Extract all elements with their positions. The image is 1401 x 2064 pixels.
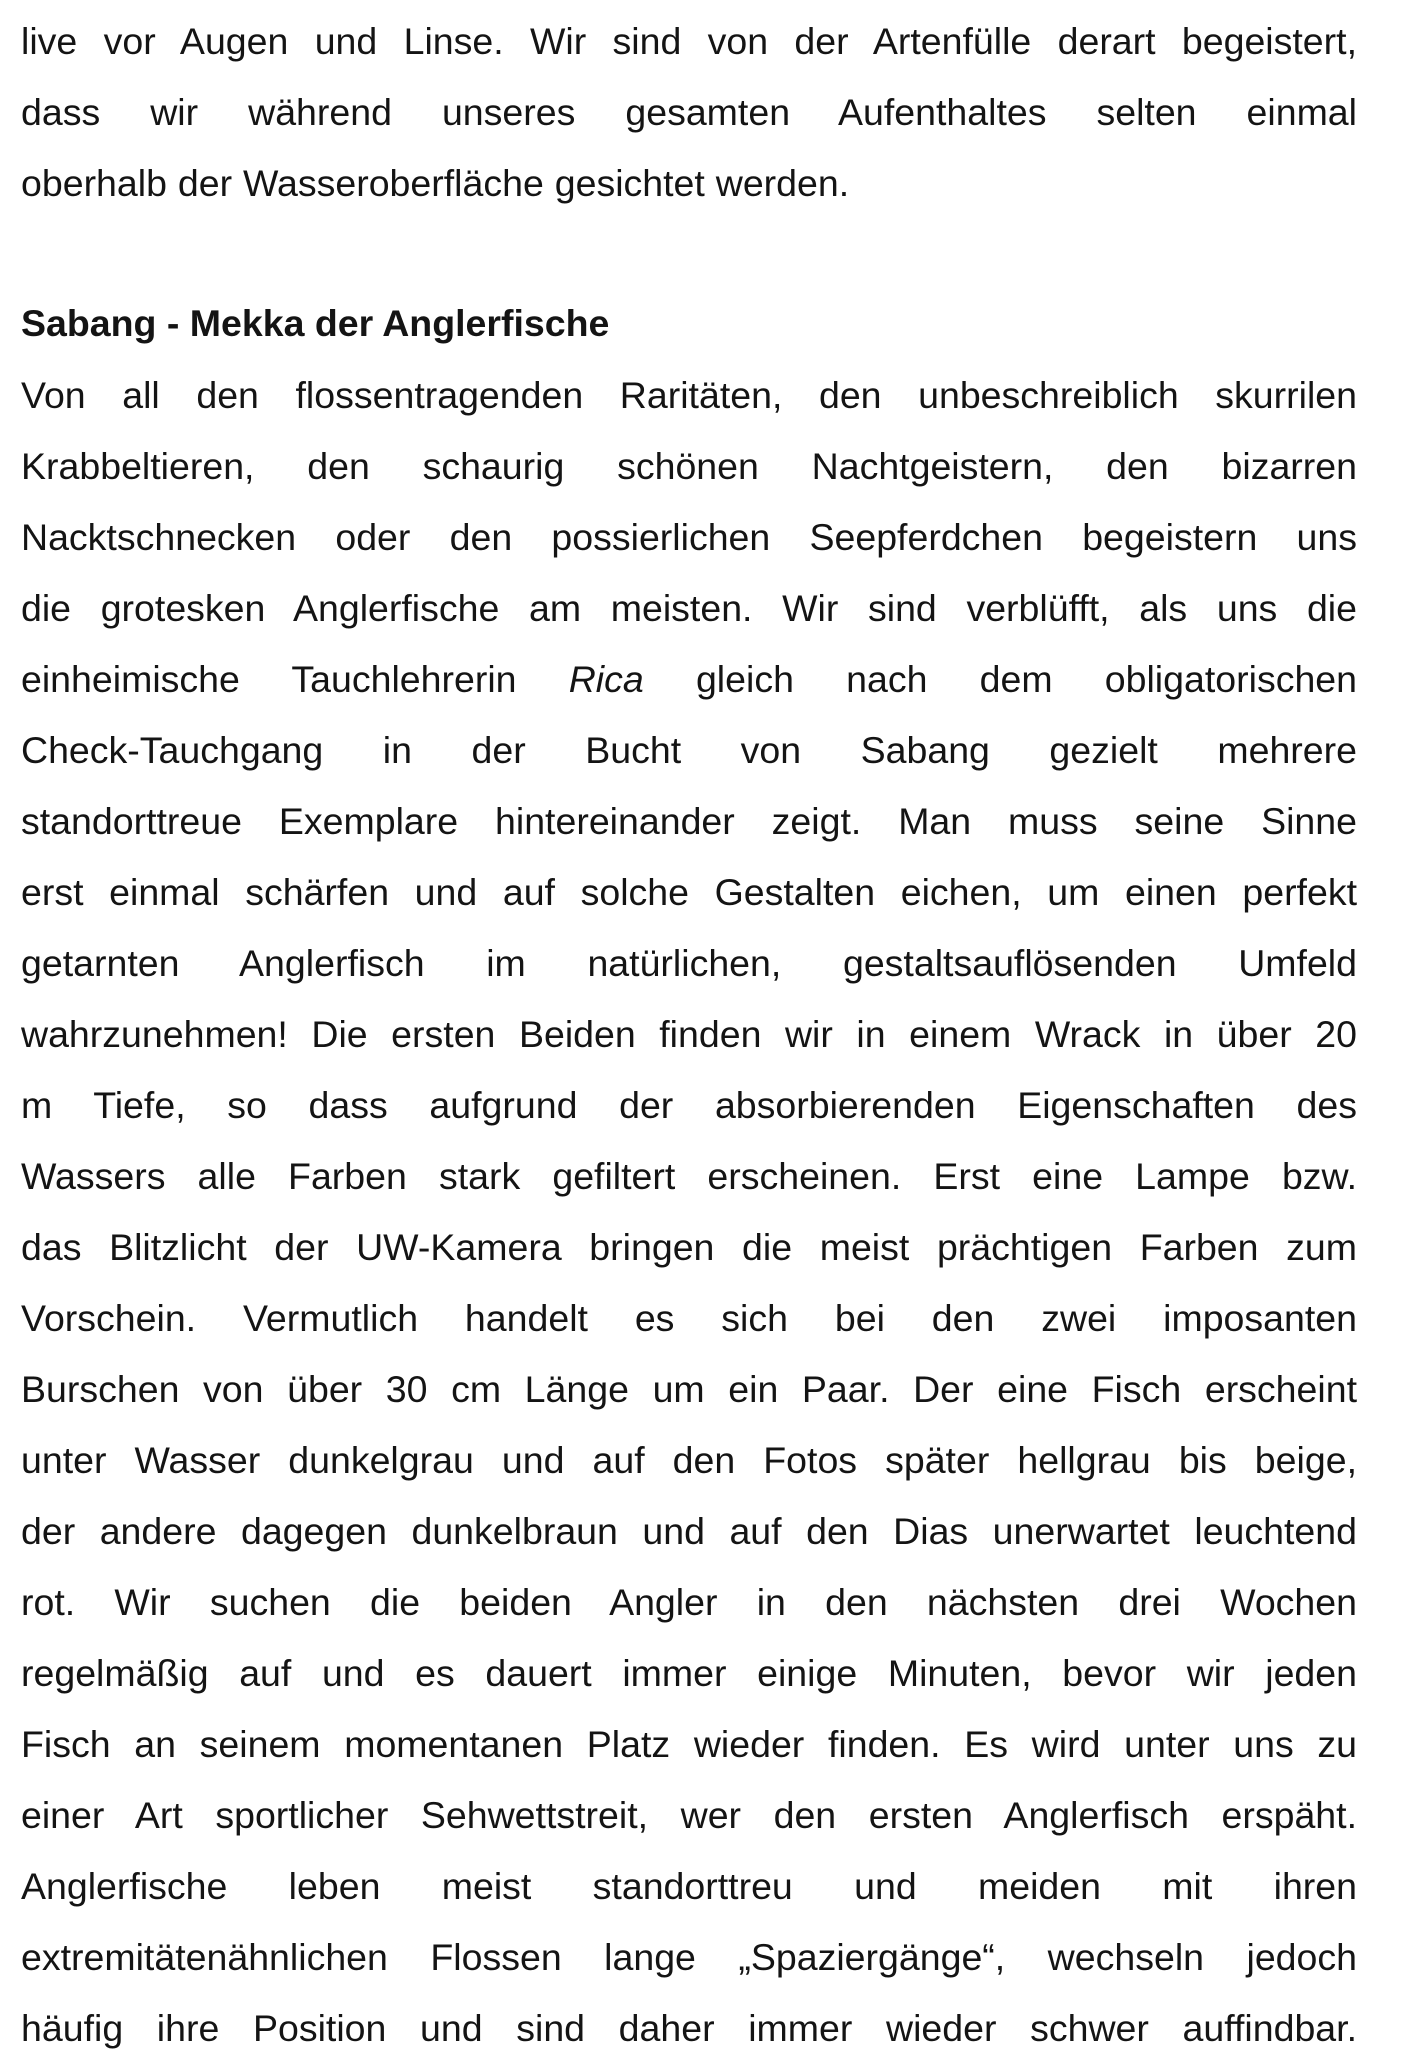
text-line: Check-Tauchgang in der Bucht von Sabang gezielt mehrere [21, 729, 1357, 771]
text-line: erst einmal schärfen und auf solche Gestalten eichen, um einen perfekt [21, 871, 1357, 913]
text-line: das Blitzlicht der UW-Kamera bringen die meist prächtigen Farben zum [21, 1226, 1357, 1268]
text-line: Fisch an seinem momentanen Platz wieder finden. Es wird unter uns zu [21, 1723, 1357, 1765]
text-line: dass wir während unseres gesamten Aufenthaltes selten einmal [21, 91, 1357, 133]
text-line: der andere dagegen dunkelbraun und auf den Dias unerwartet leuchtend [21, 1510, 1357, 1552]
text-line: Wassers alle Farben stark gefiltert erscheinen. Erst eine Lampe bzw. [21, 1155, 1357, 1197]
text-line: Nacktschnecken oder den possierlichen Seepferdchen begeistern uns [21, 516, 1357, 558]
text-line: einer Art sportlicher Sehwettstreit, wer den ersten Anglerfisch erspäht. [21, 1794, 1357, 1836]
text-line: Von all den flossentragenden Raritäten, den unbeschreiblich skurrilen [21, 374, 1357, 416]
text-line: m Tiefe, so dass aufgrund der absorbierenden Eigenschaften des [21, 1084, 1357, 1126]
text-segment: einheimische Tauchlehrerin [21, 658, 517, 700]
text-line: rot. Wir suchen die beiden Angler in den nächsten drei Wochen [21, 1581, 1357, 1623]
text-line: Krabbeltieren, den schaurig schönen Nachtgeistern, den bizarren [21, 445, 1357, 487]
text-line: unter Wasser dunkelgrau und auf den Fotos später hellgrau bis beige, [21, 1439, 1357, 1481]
body-paragraph [21, 360, 1357, 2064]
text-line: häufig ihre Position und sind daher immer wieder schwer auffindbar. [21, 2007, 1357, 2049]
text-line: extremitätenähnlichen Flossen lange „Spaziergänge“, wechseln jedoch [21, 1936, 1357, 1978]
intro-paragraph [21, 6, 1357, 219]
text-line: Anglerfische leben meist standorttreu und meiden mit ihren [21, 1865, 1357, 1907]
emphasized-name: Rica [568, 658, 644, 700]
text-line: Burschen von über 30 cm Länge um ein Paar. Der eine Fisch erscheint [21, 1368, 1357, 1410]
text-line: Vorschein. Vermutlich handelt es sich bei den zwei imposanten [21, 1297, 1357, 1339]
text-line: oberhalb der Wasseroberfläche gesichtet werden. [21, 162, 850, 204]
text-line-with-emphasis [21, 644, 1357, 715]
text-line: wahrzunehmen! Die ersten Beiden finden wir in einem Wrack in über 20 [21, 1013, 1357, 1055]
text-line: die grotesken Anglerfische am meisten. Wir sind verblüfft, als uns die [21, 587, 1357, 629]
section-heading: Sabang - Mekka der Anglerfische [21, 302, 610, 344]
text-line: getarnten Anglerfisch im natürlichen, gestaltsauflösenden Umfeld [21, 942, 1357, 984]
text-segment: gleich nach dem obligatorischen [695, 658, 1358, 700]
text-line: regelmäßig auf und es dauert immer einige Minuten, bevor wir jeden [21, 1652, 1357, 1694]
text-line: live vor Augen und Linse. Wir sind von der Artenfülle derart begeistert, [21, 20, 1357, 62]
text-line: standorttreue Exemplare hintereinander zeigt. Man muss seine Sinne [21, 800, 1357, 842]
